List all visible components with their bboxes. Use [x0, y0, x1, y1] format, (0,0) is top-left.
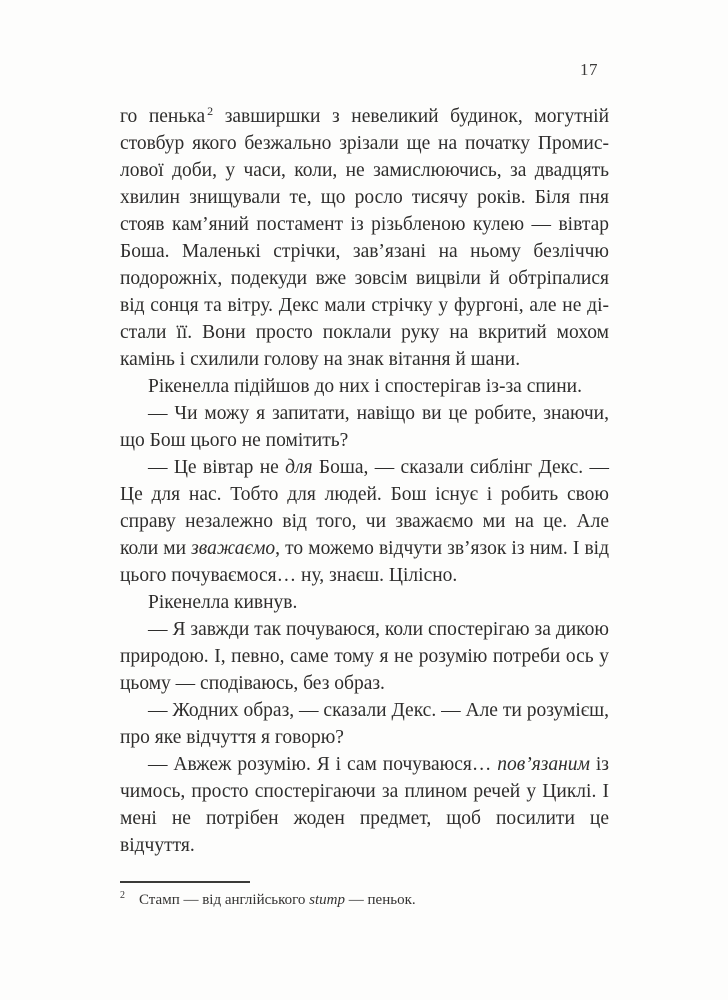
text-run: — Авжеж розумію. Я і сам почуваюся… — [148, 754, 498, 775]
paragraph — [120, 751, 609, 859]
paragraph — [120, 400, 609, 454]
paragraph — [120, 616, 609, 697]
text-run: — Чи можу я запитати, навіщо ви це робите, знаючи, що Бош цього не помітить? — [120, 403, 609, 451]
paragraph — [120, 589, 609, 616]
text-run: го пенька — [120, 106, 206, 127]
footnote-text — [120, 890, 609, 910]
footnote-marker: 2 — [120, 890, 125, 901]
emphasis-text: stump — [309, 892, 346, 908]
text-run: — пеньок. — [345, 892, 416, 908]
text-run: Стамп — від англійського — [139, 892, 310, 908]
text-run: — Це вівтар не — [148, 457, 286, 478]
emphasis-text: для — [285, 457, 313, 478]
footnote-definition — [139, 892, 416, 908]
emphasis-text: зважаємо — [191, 538, 276, 559]
paragraph — [120, 373, 609, 400]
page-number: 17 — [580, 60, 598, 79]
paragraph — [120, 103, 609, 373]
text-run: Рікенелла підійшов до них і спостерігав із-за спини. — [148, 376, 582, 397]
footnote-reference: 2 — [207, 103, 214, 118]
text-run: Боша, — сказали сиблінг Декс. — Це для нас. Тобто для людей. Бош існує і робить свою справу незалежно від того, чи зважаємо ми на це. Але коли ми — [120, 457, 610, 559]
body-text — [120, 103, 609, 859]
text-run: із чимось, просто спостерігаючи за плином речей у Циклі. І мені не потрібен жоден предмет, щоб посилити це відчуття. — [120, 754, 610, 856]
text-run: , то можемо відчути зв’язок із ним. І від цього почуваємося… ну, знаєш. Цілісно. — [120, 538, 609, 586]
footnote — [120, 881, 609, 910]
footnote-divider — [120, 881, 250, 883]
paragraph — [120, 697, 609, 751]
emphasis-text: пов’язаним — [497, 754, 590, 775]
text-run: — Жодних образ, — сказали Декс. — Але ти розумієш, про яке відчуття я говорю? — [120, 700, 609, 748]
paragraph — [120, 454, 609, 589]
text-run: Рікенелла кивнув. — [148, 592, 298, 613]
text-run: — Я завжди так почуваюся, коли спостерігаю за дикою природою. І, певно, саме тому я не розумію потреби ось у цьому — сподіваюсь, без образ. — [120, 619, 609, 694]
text-run: завширшки з невеликий будинок, могутній стовбур якого безжально зрізали ще на початку Промислової доби, у часи, коли, не замислюючись, за двадцять хвилин знищували те, що росло тисячу років. Біля пня стояв кам’яний постамент із різьбленою кулею — вівтар Боша. Маленькі стрічки, зав’язані на ньому безліччю подорожніх, подекуди вже зовсім вицвіли й обтріпалися від сонця та вітру. Декс мали стрічку у фургоні, але не дістали її. Вони просто поклали руку на вкритий мохом камінь і схилили голову на знак вітання й шани. — [120, 106, 610, 370]
